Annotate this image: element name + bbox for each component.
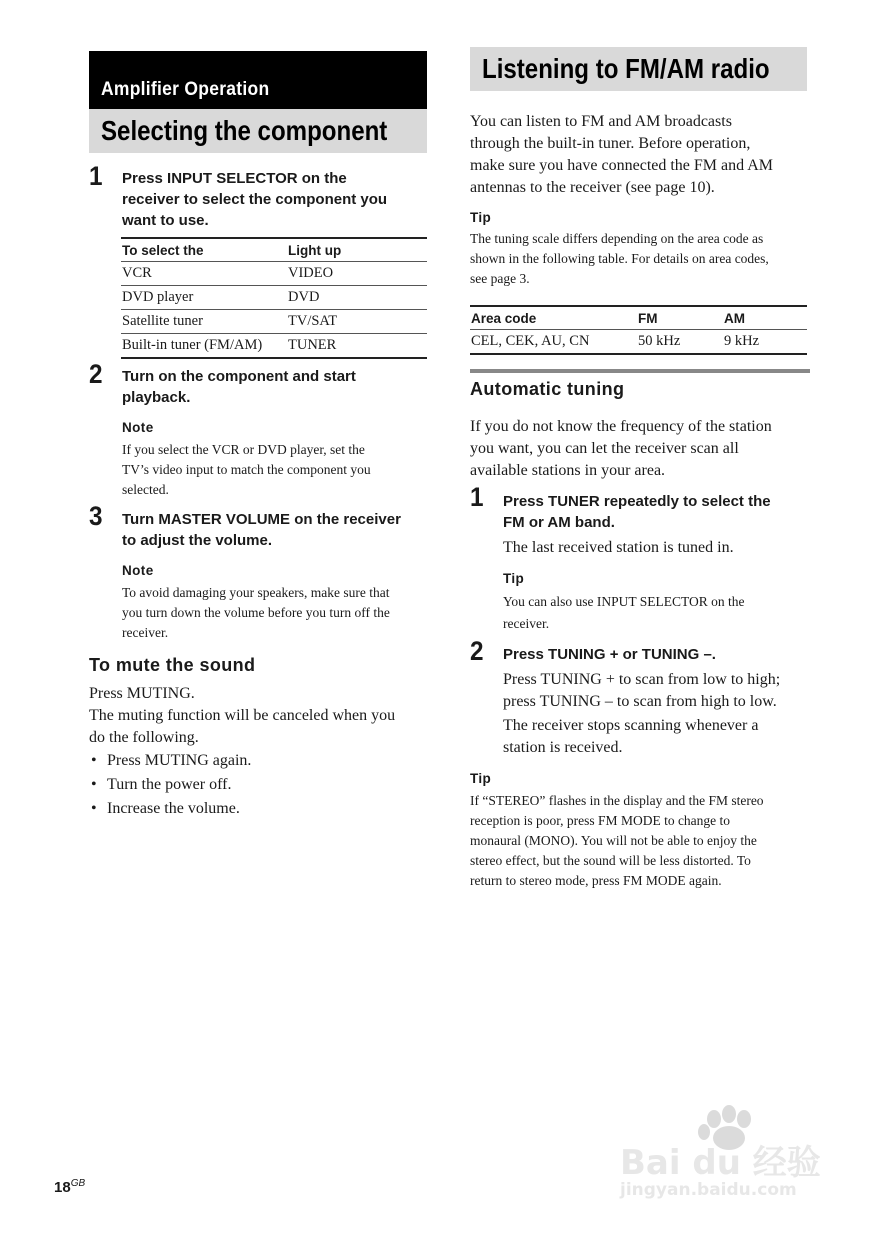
body-line: make sure you have connected the FM and AM [470, 157, 774, 174]
mute-bullet-list [89, 749, 427, 821]
step-heading-line: want to use. [122, 212, 209, 229]
table-row [121, 334, 427, 359]
step-heading-line: playback. [122, 389, 191, 406]
section-band [89, 51, 427, 109]
step-heading-line: receiver to select the component you [122, 191, 388, 208]
note-line: To avoid damaging your speakers, make sure that [122, 585, 390, 600]
tip-line: see page 3. [470, 271, 530, 286]
step-heading [503, 491, 813, 533]
step-heading: Press TUNING + or TUNING –. [503, 646, 716, 663]
table-row [121, 262, 427, 286]
tip-text [470, 791, 815, 891]
table-header: To select the [121, 238, 287, 262]
tip-line: return to stereo mode, press FM MODE again. [470, 873, 722, 888]
table-header: FM [637, 306, 723, 330]
intro-text [470, 111, 815, 199]
step-heading-line: to adjust the volume. [122, 532, 273, 549]
body-line: antennas to the receiver (see page 10). [470, 179, 715, 196]
body-line: through the built-in tuner. Before operation, [470, 135, 751, 152]
list-item: • Increase the volume. [89, 797, 427, 821]
body-line: available stations in your area. [470, 462, 666, 479]
table-cell: CEL, CEK, AU, CN [470, 330, 637, 355]
step-heading [122, 366, 432, 408]
page-number-suffix: GB [70, 1178, 86, 1189]
step-number: 1 [89, 161, 103, 191]
baidu-watermark-logo [616, 1105, 821, 1205]
step-heading-line: Turn on the component and start [122, 368, 356, 385]
table-cell: TUNER [287, 334, 427, 359]
list-item: • Press MUTING again. [89, 749, 427, 773]
table-cell: Satellite tuner [121, 310, 287, 334]
tip-line: stereo effect, but the sound will be less distorted. To [470, 853, 751, 868]
note-line: selected. [122, 482, 169, 497]
left-title-box [89, 109, 427, 153]
body-line: The receiver stops scanning whenever a [503, 717, 759, 734]
page-number [54, 1178, 85, 1196]
step-heading-line: Press TUNER repeatedly to select the [503, 493, 771, 510]
body-line: You can listen to FM and AM broadcasts [470, 113, 732, 130]
body-line: The muting function will be canceled when you [89, 707, 396, 724]
step-number: 1 [470, 482, 484, 512]
page-title-left: Selecting the component [101, 115, 388, 146]
tip-line: reception is poor, press FM MODE to change to [470, 813, 731, 828]
body-line: Press MUTING. [89, 685, 195, 702]
page-title-right: Listening to FM/AM radio [482, 53, 770, 84]
tip-line: receiver. [503, 616, 550, 631]
section-band-label: Amplifier Operation [101, 79, 270, 100]
section-divider [470, 369, 810, 373]
tip-label: Tip [470, 210, 492, 225]
step-heading-line: Press INPUT SELECTOR on the [122, 170, 347, 187]
note-text [122, 440, 432, 500]
table-header-row [470, 306, 807, 330]
body-line: do the following. [89, 729, 199, 746]
table-row [121, 286, 427, 310]
step-heading [122, 509, 432, 551]
table-row [121, 310, 427, 334]
table-header: AM [723, 306, 807, 330]
note-line: TV’s video input to match the component you [122, 462, 371, 477]
table-cell: VIDEO [287, 262, 427, 286]
table-cell: DVD player [121, 286, 287, 310]
note-label: Note [122, 420, 154, 435]
step-body [503, 669, 818, 759]
table-header: Area code [470, 306, 637, 330]
right-title-box [470, 47, 807, 91]
body-line: If you do not know the frequency of the station [470, 418, 772, 435]
table-header: Light up [287, 238, 427, 262]
body-line: you want, you can let the receiver scan all [470, 440, 739, 457]
note-line: If you select the VCR or DVD player, set the [122, 442, 365, 457]
step-body: The last received station is tuned in. [503, 539, 734, 556]
step-heading-line: FM or AM band. [503, 514, 615, 531]
table-cell: Built-in tuner (FM/AM) [121, 334, 287, 359]
subsection-heading: Automatic tuning [470, 379, 625, 399]
mute-text [89, 683, 429, 749]
tip-label: Tip [470, 771, 492, 786]
area-code-table [470, 305, 807, 355]
body-line: press TUNING – to scan from high to low. [503, 693, 777, 710]
table-cell: DVD [287, 286, 427, 310]
tip-line: The tuning scale differs depending on the area code as [470, 231, 764, 246]
tip-text [470, 229, 815, 289]
note-line: you turn down the volume before you turn off the [122, 605, 390, 620]
tip-label: Tip [503, 571, 525, 586]
watermark-line2: jingyan.baidu.com [620, 1180, 797, 1200]
note-text [122, 583, 432, 643]
step-number: 2 [89, 359, 103, 389]
component-table [121, 237, 427, 359]
list-item: • Turn the power off. [89, 773, 427, 797]
table-cell: VCR [121, 262, 287, 286]
step-number: 3 [89, 501, 103, 531]
tip-line: You can also use INPUT SELECTOR on the [503, 594, 745, 609]
step-heading-line: Turn MASTER VOLUME on the receiver [122, 511, 401, 528]
table-header-row [121, 238, 427, 262]
tip-line: monaural (MONO). You will not be able to enjoy the [470, 833, 757, 848]
table-cell: 50 kHz [637, 330, 723, 355]
tip-line: If “STEREO” flashes in the display and the FM stereo [470, 793, 764, 808]
body-line: Press TUNING + to scan from low to high; [503, 671, 781, 688]
tip-line: shown in the following table. For details on area codes, [470, 251, 769, 266]
body-line: station is received. [503, 739, 623, 756]
table-row [470, 330, 807, 355]
page-number-value: 18 [54, 1179, 71, 1196]
auto-intro-text [470, 416, 815, 482]
note-label: Note [122, 563, 154, 578]
table-cell: 9 kHz [723, 330, 807, 355]
table-cell: TV/SAT [287, 310, 427, 334]
step-heading [122, 168, 432, 231]
step-number: 2 [470, 636, 484, 666]
watermark-line1: Bai du 经验 [620, 1143, 821, 1183]
tip-text [503, 591, 813, 635]
subsection-heading: To mute the sound [89, 655, 256, 675]
note-line: receiver. [122, 625, 169, 640]
